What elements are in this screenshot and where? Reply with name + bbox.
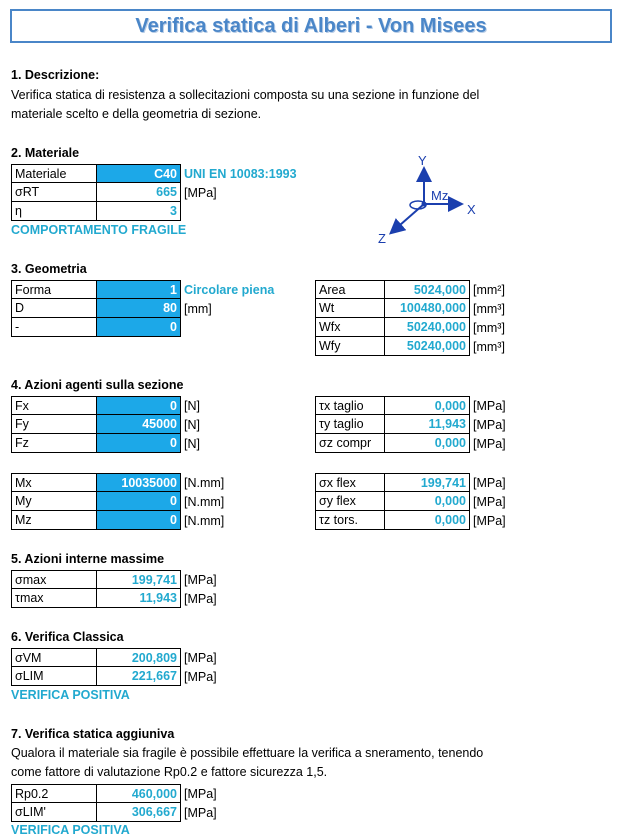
svm-unit: [MPa] [184,650,217,665]
z-axis-label: Z [378,231,386,246]
smax-row [11,570,217,589]
fz-unit: [N] [184,436,200,451]
wt-label: Wt [315,298,385,318]
tmax-value: 11,943 [96,588,181,608]
slim-label: σLIM [11,666,97,686]
sx-value: 199,741 [384,473,470,492]
srt-label: σRT [11,182,97,202]
section-1-heading: 1. Descrizione: [11,68,100,82]
diameter-label: D [11,298,97,318]
area-label: Area [315,280,385,299]
my-value[interactable]: 0 [96,491,181,511]
slim2-row [11,803,217,822]
slim-unit: [MPa] [184,669,217,684]
wfy-unit: [mm³] [473,339,505,354]
wfx-value: 50240,000 [384,317,470,337]
my-label: My [11,491,97,511]
wt-unit: [mm³] [473,301,505,316]
smax-unit: [MPa] [184,572,217,587]
material-standard: UNI EN 10083:1993 [184,166,297,181]
area-row [315,280,505,299]
sz-row [315,434,506,453]
dash-value[interactable]: 0 [96,317,181,337]
srt-row [11,183,217,202]
sy-value: 0,000 [384,491,470,511]
my-unit: [N.mm] [184,494,225,509]
x-axis-label: X [467,202,476,217]
slim2-unit: [MPa] [184,805,217,820]
mz-unit: [N.mm] [184,513,225,528]
wfy-row [315,337,505,356]
section-6-heading: 6. Verifica Classica [11,630,124,644]
slim2-label: σLIM' [11,802,97,822]
section-4-heading: 4. Azioni agenti sulla sezione [11,378,184,392]
sz-value: 0,000 [384,433,470,453]
wfy-label: Wfy [315,336,385,356]
wfx-row [315,318,505,337]
dash-label: - [11,317,97,337]
fy-unit: [N] [184,417,200,432]
fy-label: Fy [11,414,97,434]
classic-check-status: VERIFICA POSITIVA [11,688,130,702]
description-line-1: Verifica statica di resistenza a sollecitazioni composta su una sezione in funzione del [11,88,480,102]
tx-value: 0,000 [384,396,470,415]
tmax-label: τmax [11,588,97,608]
material-value[interactable]: C40 [96,164,181,183]
description-line-2: materiale scelto e della geometria di sezione. [11,107,262,121]
diameter-row [11,299,212,318]
ty-unit: [MPa] [473,417,506,432]
sy-row [315,492,506,511]
behavior-status: COMPORTAMENTO FRAGILE [11,223,187,237]
fx-unit: [N] [184,398,200,413]
additional-check-status: VERIFICA POSITIVA [11,823,130,837]
diameter-value[interactable]: 80 [96,298,181,318]
sx-unit: [MPa] [473,475,506,490]
rp02-value: 460,000 [96,784,181,803]
mz-row-label: Mz [11,510,97,530]
mx-unit: [N.mm] [184,475,225,490]
svm-label: σVM [11,648,97,667]
rp02-unit: [MPa] [184,786,217,801]
srt-unit: [MPa] [184,185,217,200]
fz-row [11,434,200,453]
sz-unit: [MPa] [473,436,506,451]
slim2-value: 306,667 [96,802,181,822]
axes-diagram [370,148,490,248]
fy-row [11,415,200,434]
tx-label: τx taglio [315,396,385,415]
wt-row [315,299,505,318]
fz-value[interactable]: 0 [96,433,181,453]
wfx-label: Wfx [315,317,385,337]
rp02-label: Rp0.2 [11,784,97,803]
mx-value[interactable]: 10035000 [96,473,181,492]
mz-value[interactable]: 0 [96,510,181,530]
eta-row [11,202,181,221]
area-unit: [mm²] [473,282,505,297]
tz-row [315,511,506,530]
eta-label: η [11,201,97,221]
smax-value: 199,741 [96,570,181,589]
dash-row [11,318,181,337]
material-row [11,164,297,183]
section-5-heading: 5. Azioni interne massime [11,552,165,566]
wfx-unit: [mm³] [473,320,505,335]
ty-label: τy taglio [315,414,385,434]
form-row [11,280,274,299]
sy-unit: [MPa] [473,494,506,509]
fx-label: Fx [11,396,97,415]
tx-unit: [MPa] [473,398,506,413]
mx-row [11,473,224,492]
section-2-heading: 2. Materiale [11,146,80,160]
fz-label: Fz [11,433,97,453]
material-label: Materiale [11,164,97,183]
tz-unit: [MPa] [473,513,506,528]
sx-row [315,473,506,492]
mx-label: Mx [11,473,97,492]
wfy-value: 50240,000 [384,336,470,356]
slim-value: 221,667 [96,666,181,686]
section-3-heading: 3. Geometria [11,262,87,276]
svm-value: 200,809 [96,648,181,667]
mz-row [11,511,224,530]
sx-label: σx flex [315,473,385,492]
z-axis-arrow [392,204,424,232]
y-axis-label: Y [418,153,427,168]
page-title: Verifica statica di Alberi - Von Misees [10,9,612,43]
fx-value[interactable]: 0 [96,396,181,415]
additional-check-line-1: Qualora il materiale sia fragile è possibile effettuare la verifica a sneramento, tenendo [11,746,484,760]
eta-value: 3 [96,201,181,221]
form-value[interactable]: 1 [96,280,181,299]
additional-check-line-2: come fattore di valutazione Rp0.2 e fattore sicurezza 1,5. [11,765,328,779]
form-description: Circolare piena [184,282,275,297]
tmax-unit: [MPa] [184,591,217,606]
tmax-row [11,589,217,608]
svm-row [11,648,217,667]
ty-value: 11,943 [384,414,470,434]
sy-label: σy flex [315,491,385,511]
smax-label: σmax [11,570,97,589]
fy-value[interactable]: 45000 [96,414,181,434]
form-label: Forma [11,280,97,299]
area-value: 5024,000 [384,280,470,299]
diameter-unit: [mm] [184,301,212,316]
sz-label: σz compr [315,433,385,453]
tz-label: τz tors. [315,510,385,530]
my-row [11,492,224,511]
fx-row [11,396,200,415]
wt-value: 100480,000 [384,298,470,318]
mz-label: Mz [431,188,449,203]
slim-row [11,667,217,686]
section-7-heading: 7. Verifica statica aggiuniva [11,727,175,741]
tx-row [315,396,506,415]
ty-row [315,415,506,434]
rp02-row [11,784,217,803]
tz-value: 0,000 [384,510,470,530]
srt-value: 665 [96,182,181,202]
